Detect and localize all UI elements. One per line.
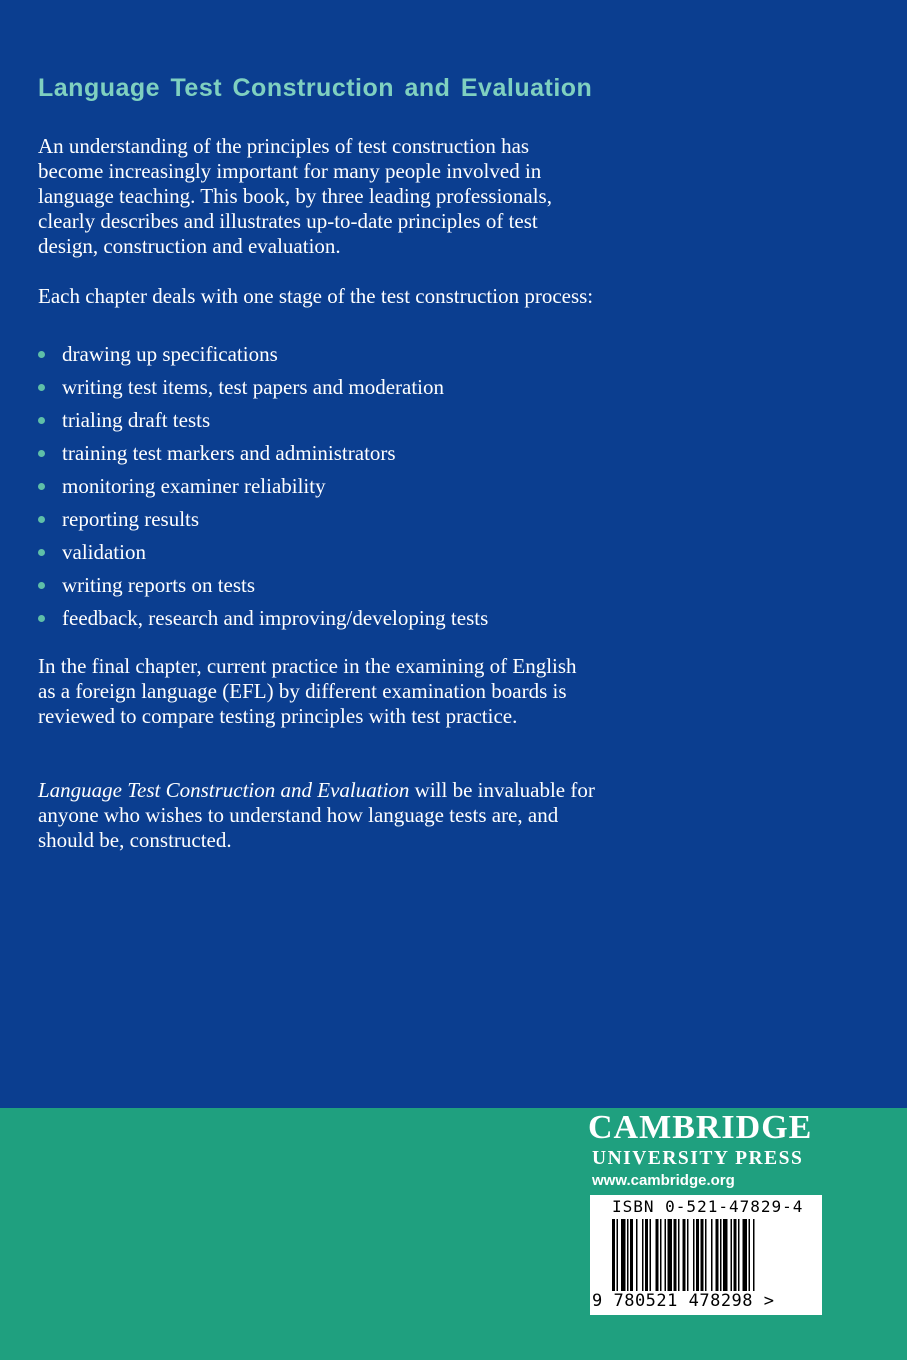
publisher-subtitle: UNIVERSITY PRESS (592, 1148, 804, 1169)
barcode-bar (693, 1219, 695, 1291)
book-title: Language Test Construction and Evaluation (38, 74, 593, 102)
barcode-bar (650, 1219, 652, 1291)
barcode-bar (645, 1219, 648, 1291)
publisher-url: www.cambridge.org (592, 1172, 735, 1189)
list-item: reporting results (38, 505, 598, 538)
barcode-bar (711, 1219, 713, 1291)
barcode-bar (705, 1219, 707, 1291)
list-item: training test markers and administrators (38, 439, 598, 472)
list-item: drawing up specifications (38, 340, 598, 373)
barcode-bar (738, 1219, 740, 1291)
chapters-intro: Each chapter deals with one stage of the test construction process: (38, 284, 594, 308)
chapter-list (38, 340, 598, 637)
list-item: writing reports on tests (38, 571, 598, 604)
barcode-bar (734, 1219, 737, 1291)
barcode-bar (627, 1219, 629, 1291)
barcode-bar (642, 1219, 644, 1291)
barcode-bar (656, 1219, 659, 1291)
intro-paragraph: An understanding of the principles of test construction has become increasingly important for many people involved in language teaching. This book, by three leading professionals, clearly describes and illustrates up-to-date principles of test design, construction and evaluation. (38, 134, 552, 258)
list-item: writing test items, test papers and moderation (38, 373, 598, 406)
bullet-icon (38, 351, 45, 358)
barcode-bar (678, 1219, 680, 1291)
barcode-bar (701, 1219, 704, 1291)
list-item: feedback, research and improving/developing tests (38, 604, 598, 637)
barcode-bar (687, 1219, 689, 1291)
barcode-bar (696, 1219, 699, 1291)
bullet-icon (38, 549, 45, 556)
barcode-bar (636, 1219, 638, 1291)
publisher-name: CAMBRIDGE (588, 1109, 813, 1146)
final-chapter-paragraph: In the final chapter, current practice in the examining of English as a foreign language (EFL) by different examination boards is reviewed to compare testing principles with test practice. (38, 654, 577, 728)
barcode-bar (720, 1219, 722, 1291)
barcode-bar (668, 1219, 673, 1291)
closing-paragraph (38, 778, 598, 853)
bullet-icon (38, 615, 45, 622)
barcode-bar (660, 1219, 662, 1291)
list-item: monitoring examiner reliability (38, 472, 598, 505)
barcode-bar (683, 1219, 686, 1291)
barcode-bar (674, 1219, 677, 1291)
barcode (590, 1195, 822, 1315)
bullet-icon (38, 516, 45, 523)
barcode-bar (723, 1219, 728, 1291)
closing-text: will be invaluable for anyone who wishes to understand how language tests are, and should be, constructed. (38, 778, 595, 852)
bullet-icon (38, 483, 45, 490)
publisher-logo (588, 1110, 828, 1190)
bullet-icon (38, 582, 45, 589)
barcode-bar (621, 1219, 626, 1291)
isbn-label: ISBN 0-521-47829-4 (612, 1197, 804, 1216)
barcode-bar (612, 1219, 615, 1291)
barcode-bar (743, 1219, 748, 1291)
barcode-bar (749, 1219, 751, 1291)
barcode-bar (630, 1219, 633, 1291)
list-item: trialing draft tests (38, 406, 598, 439)
barcode-bar (617, 1219, 619, 1291)
list-item: validation (38, 538, 598, 571)
bullet-icon (38, 450, 45, 457)
barcode-bar (731, 1219, 733, 1291)
barcode-bar (665, 1219, 667, 1291)
bullet-icon (38, 417, 45, 424)
barcode-bar (716, 1219, 719, 1291)
book-title-italic: Language Test Construction and Evaluation (38, 778, 410, 802)
ean-number: 9 780521 478298 > (592, 1291, 775, 1311)
barcode-bar (753, 1219, 755, 1291)
bullet-icon (38, 384, 45, 391)
